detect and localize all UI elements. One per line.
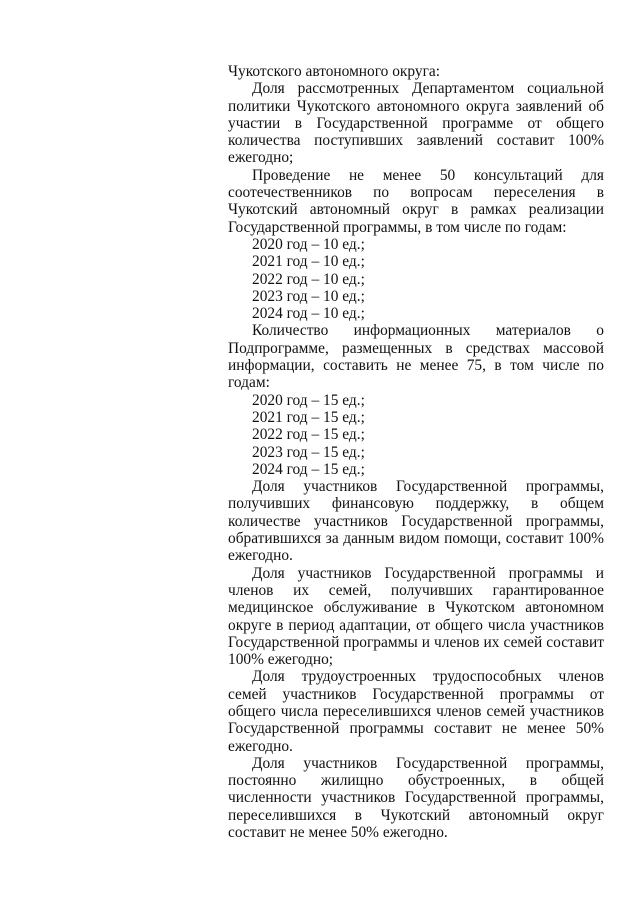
paragraph-applications-share: Доля рассмотренных Департаментом социальной политики Чукотского автономного округа заявлений об участии в Государственной программе от общего количества поступивших заявлений составит 100% ежегодно;: [228, 80, 604, 167]
paragraph-information-materials: Количество информационных материалов о Подпрограмме, размещенных в средствах массовой информации, составить не менее 75, в том числе по годам:: [228, 322, 604, 392]
list-item: 2024 год – 15 ед.;: [252, 460, 365, 478]
list-item: 2021 год – 15 ед.;: [252, 408, 365, 426]
list-item: 2022 год – 15 ед.;: [252, 426, 365, 444]
paragraph-housing: Доля участников Государственной программы, постоянно жилищно обустроенных, в общей численности участников Государственной программы, переселившихся в Чукотский автономный округ составит не менее 50% ежегодно.: [228, 754, 604, 842]
materials-year-list: [228, 392, 604, 478]
list-item: 2020 год – 15 ед.;: [252, 391, 365, 409]
list-item: 2020 год – 10 ед.;: [252, 235, 365, 253]
lead-line: Чукотского автономного округа:: [228, 63, 440, 80]
list-item: 2024 год – 10 ед.;: [252, 305, 365, 323]
list-item: 2022 год – 10 ед.;: [252, 270, 365, 288]
list-item: 2023 год – 15 ед.;: [252, 443, 365, 461]
list-item: 2023 год – 10 ед.;: [252, 287, 365, 305]
document-page: [228, 63, 604, 841]
paragraph-employment: Доля трудоустроенных трудоспособных членов семей участников Государственной программы от общего числа переселившихся членов семей участников Государственной программы составит не менее 50% ежегодно.: [228, 668, 604, 755]
paragraph-financial-support: Доля участников Государственной программы, получивших финансовую поддержку, в общем количестве участников Государственной программы, обратившихся за данным видом помощи, составит 100% ежегодно.: [228, 478, 604, 565]
paragraph-medical-service: Доля участников Государственной программы и членов их семей, получивших гарантированное медицинское обслуживание в Чукотском автономном округе в период адаптации, от общего числа участников Государственной программы и членов их семей составит 100% ежегодно;: [228, 564, 604, 669]
paragraph-consultations: Проведение не менее 50 консультаций для соотечественников по вопросам переселения в Чукотский автономный округ в рамках реализации Государственной программы, в том числе по годам:: [228, 166, 604, 236]
consultations-year-list: [228, 236, 604, 322]
list-item: 2021 год – 10 ед.;: [252, 253, 365, 271]
